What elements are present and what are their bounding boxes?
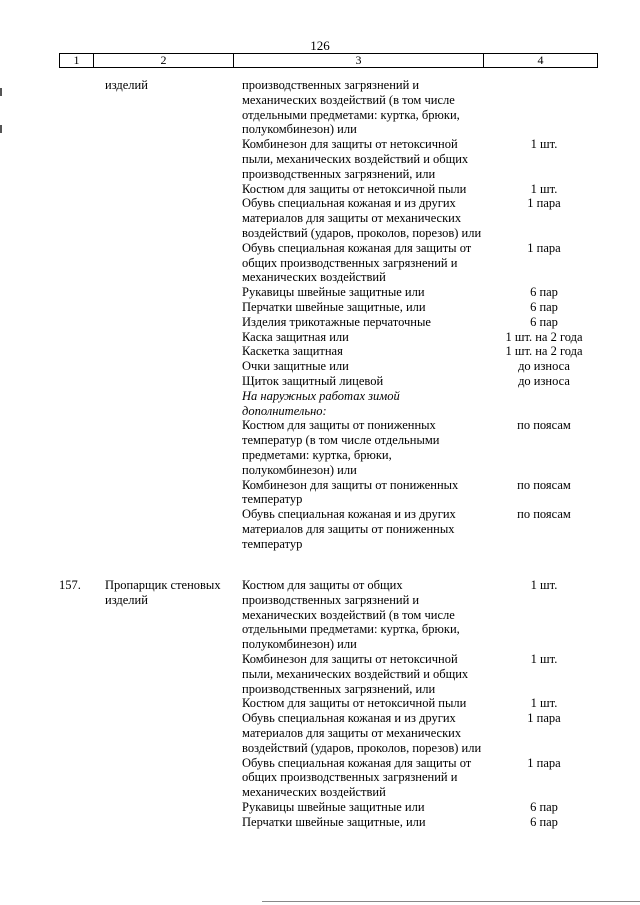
ppe-item-quantity — [484, 389, 604, 419]
occupation-name: Пропарщик стеновых изделий — [105, 578, 221, 607]
table-row — [0, 578, 640, 858]
ppe-item-name: Щиток защитный лицевой — [242, 373, 384, 388]
ppe-section-note — [242, 389, 492, 419]
ppe-item-name: Обувь специальная кожаная и из других материалов для защиты от механических воздействий (ударов, проколов, порезов) или — [242, 711, 482, 755]
ppe-item — [242, 651, 558, 696]
ppe-item-quantity: 1 пара — [527, 711, 561, 726]
ppe-item-name: Комбинезон для защиты от нетоксичной пыли, механических воздействий и общих производственных загрязнений, или — [242, 651, 469, 696]
ppe-list — [242, 78, 583, 552]
ppe-item-name: Обувь специальная кожаная и из других материалов для защиты от механических воздействий (ударов, проколов, порезов) или — [242, 196, 482, 240]
ppe-item — [242, 696, 558, 711]
ppe-item-name: Комбинезон для защиты от нетоксичной пыли, механических воздействий и общих производственных загрязнений, или — [242, 137, 469, 181]
ppe-item-quantity: по поясам — [517, 507, 571, 522]
ppe-item-quantity: 6 пар — [530, 814, 558, 829]
ppe-item — [242, 507, 571, 551]
table-row — [0, 78, 640, 568]
ppe-item-name: Комбинезон для защиты от пониженных температур — [242, 477, 459, 507]
ppe-item-name: Рукавицы швейные защитные или — [242, 799, 425, 814]
ppe-item — [242, 711, 561, 755]
ppe-item — [242, 285, 558, 300]
ppe-item-quantity: до износа — [518, 359, 570, 374]
ppe-item-quantity: 1 шт. — [530, 696, 558, 711]
ppe-item-quantity: 6 пар — [530, 285, 558, 300]
ppe-item-quantity: до износа — [518, 373, 570, 388]
ppe-item — [242, 359, 570, 374]
column-header-2: 2 — [94, 54, 234, 68]
page-number: 126 — [310, 38, 330, 53]
ppe-item — [242, 344, 583, 359]
column-header-1: 1 — [60, 54, 94, 68]
ppe-item-name: Каска защитная или — [242, 329, 349, 344]
ppe-item — [242, 477, 571, 508]
ppe-item-name: Перчатки швейные защитные, или — [242, 299, 426, 314]
ppe-item — [242, 240, 561, 285]
ppe-item-name: Обувь специальная кожаная для защиты от общих производственных загрязнений и механических воздействий — [242, 240, 472, 285]
ppe-item — [242, 181, 558, 197]
ppe-list — [242, 578, 561, 830]
ppe-item — [242, 578, 558, 652]
ppe-item-name: производственных загрязнений и механических воздействий (в том числе отдельными предметами: куртка, брюки, полукомбинезон) или — [242, 78, 460, 137]
ppe-item-name: Костюм для защиты от общих производственных загрязнений и механических воздействий (в том числе отдельными предметами: куртка, брюки, полукомбинезон) или — [242, 578, 460, 652]
ppe-item — [242, 78, 492, 137]
ppe-item-name: Рукавицы швейные защитные или — [242, 285, 425, 300]
ppe-item-name: Каскетка защитная — [242, 344, 343, 359]
ppe-item — [242, 314, 558, 330]
ppe-item — [242, 755, 561, 800]
ppe-item — [242, 373, 570, 389]
scan-edge-line — [262, 901, 640, 902]
occupation-name: изделий — [105, 78, 148, 92]
ppe-item-name: Костюм для защиты от пониженных температур (в том числе отдельными предметами: куртка, брюки, полукомбинезон) или — [242, 418, 440, 477]
ppe-item — [242, 329, 583, 345]
ppe-item-name: Обувь специальная кожаная и из других материалов для защиты от пониженных температур — [242, 507, 456, 551]
ppe-item — [242, 799, 558, 815]
row-number: 157. — [59, 578, 81, 592]
ppe-item-quantity: 1 шт. — [530, 181, 558, 196]
ppe-item-quantity: 6 пар — [530, 299, 558, 314]
ppe-item-name: На наружных работах зимой дополнительно: — [242, 388, 400, 418]
ppe-item-quantity: 1 шт. на 2 года — [505, 344, 583, 359]
ppe-item-quantity — [484, 78, 604, 137]
ppe-item-quantity: 1 шт. — [530, 651, 558, 666]
ppe-item-quantity: 1 пара — [527, 196, 561, 211]
ppe-item-quantity: по поясам — [517, 418, 571, 433]
ppe-item — [242, 137, 558, 181]
ppe-item-name: Очки защитные или — [242, 359, 349, 374]
ppe-item-name: Перчатки швейные защитные, или — [242, 814, 426, 829]
ppe-item-quantity: по поясам — [517, 477, 571, 492]
column-header-row — [59, 53, 598, 68]
column-header-3: 3 — [234, 54, 484, 68]
ppe-item-quantity: 1 пара — [527, 755, 561, 770]
ppe-item-quantity: 1 пара — [527, 240, 561, 255]
ppe-item — [242, 418, 571, 477]
ppe-item-name: Обувь специальная кожаная для защиты от общих производственных загрязнений и механических воздействий — [242, 755, 472, 800]
ppe-item-quantity: 6 пар — [530, 314, 558, 329]
ppe-item — [242, 814, 558, 830]
ppe-item — [242, 196, 561, 240]
ppe-item-name: Изделия трикотажные перчаточные — [242, 314, 431, 329]
ppe-item-quantity: 1 шт. на 2 года — [505, 329, 583, 344]
ppe-item-quantity: 1 шт. — [530, 578, 558, 592]
ppe-item-name: Костюм для защиты от нетоксичной пыли — [242, 696, 467, 711]
ppe-item-name: Костюм для защиты от нетоксичной пыли — [242, 181, 467, 196]
ppe-item-quantity: 1 шт. — [530, 137, 558, 152]
column-header-4: 4 — [484, 54, 598, 68]
ppe-item — [242, 299, 558, 315]
ppe-item-quantity: 6 пар — [530, 799, 558, 814]
